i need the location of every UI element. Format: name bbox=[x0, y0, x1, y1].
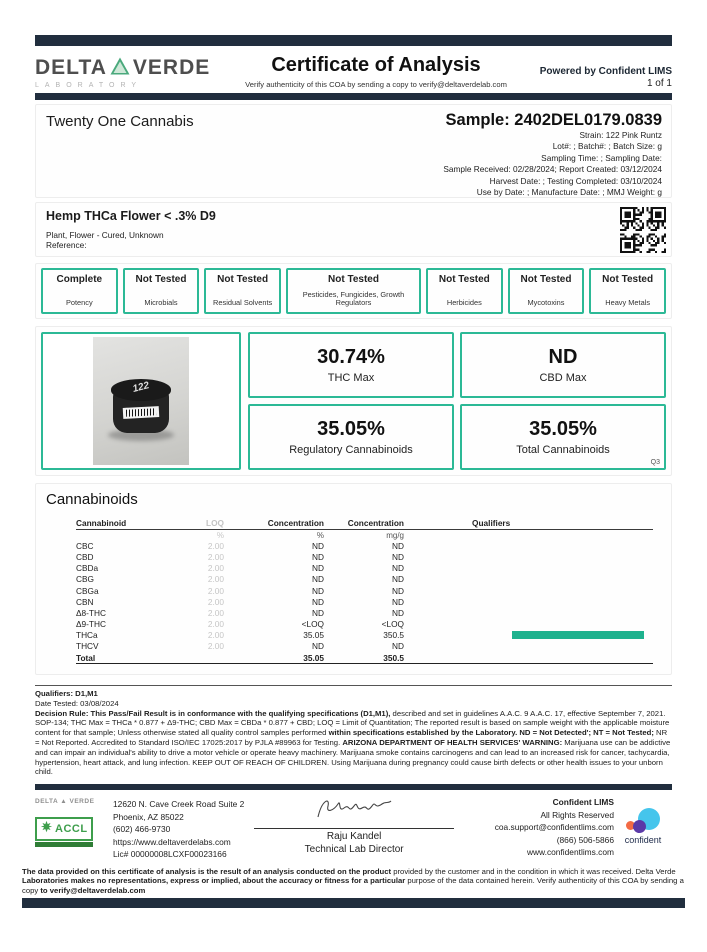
qualifier-cell bbox=[404, 619, 653, 630]
cannabinoid-row bbox=[76, 619, 653, 630]
qualifiers-note: Qualifiers: D1,M1 bbox=[35, 689, 98, 698]
loq-cell: 2.00 bbox=[207, 630, 224, 641]
signature-block bbox=[244, 796, 464, 855]
page-number: 1 of 1 bbox=[646, 78, 672, 89]
cbd-max-value: ND bbox=[548, 346, 578, 368]
signatory-name: Raju Kandel bbox=[326, 831, 382, 843]
concentration-mgg-cell: ND bbox=[392, 551, 404, 562]
cannabis-leaf-icon bbox=[40, 820, 53, 838]
concentration-mgg-cell: ND bbox=[392, 585, 404, 596]
loq-cell: 2.00 bbox=[207, 574, 224, 585]
lab-license: Lic# 00000008LCXF00023166 bbox=[113, 849, 227, 860]
header-divider-bar bbox=[35, 93, 672, 100]
client-name: Twenty One Cannabis bbox=[46, 113, 194, 130]
loq-cell bbox=[166, 652, 224, 664]
analyte-name-cell: CBC bbox=[76, 540, 94, 551]
bottom-disclaimer: The data provided on this certificate of analysis is the result of an analysis conducted on the product provided by the customer and in the condition in which it was received. Delta Verde Laboratories makes no representations, express or implied, about the accuracy or fitness for a particular purpose of the data contained herein. Verify authenticity of this COA by sending a copy to verify@deltaverdelab.com bbox=[22, 866, 684, 895]
accl-strip bbox=[35, 842, 93, 847]
cannabinoid-row bbox=[76, 630, 653, 641]
regulatory-cannabinoids-label: Regulatory Cannabinoids bbox=[289, 444, 413, 456]
signatory-title: Technical Lab Director bbox=[304, 844, 404, 856]
concentration-mgg-cell: ND bbox=[392, 574, 404, 585]
analyte-name-cell: CBN bbox=[76, 596, 94, 607]
concentration-mgg-cell: ND bbox=[392, 641, 404, 652]
status-name: Residual Solvents bbox=[213, 298, 273, 308]
lims-website-link[interactable]: www.confidentlims.com bbox=[526, 847, 614, 858]
product-type: Plant, Flower - Cured, Unknown bbox=[46, 230, 164, 240]
analyte-name-cell: CBGa bbox=[76, 585, 99, 596]
q3-corner-tag: Q3 bbox=[650, 459, 660, 466]
analyte-name-cell: CBDa bbox=[76, 563, 99, 574]
concentration-pct-cell: ND bbox=[312, 551, 324, 562]
concentration-pct-cell: ND bbox=[312, 574, 324, 585]
cannabinoids-section bbox=[35, 483, 672, 675]
cannabinoids-table bbox=[76, 518, 653, 664]
logo-subtitle: LABORATORY bbox=[35, 82, 143, 89]
test-status-row bbox=[35, 263, 672, 319]
loq-cell: 2.00 bbox=[207, 619, 224, 630]
concentration-mgg-cell: <LOQ bbox=[381, 619, 404, 630]
concentration-mgg-cell: ND bbox=[392, 607, 404, 618]
lab-phone: (602) 466-9730 bbox=[113, 824, 171, 835]
qualifier-cell bbox=[404, 540, 653, 551]
status-name: Mycotoxins bbox=[527, 298, 565, 308]
total-cannabinoids-label: Total Cannabinoids bbox=[516, 444, 610, 456]
lims-phone: (866) 506-5866 bbox=[556, 834, 614, 845]
results-summary-section bbox=[35, 326, 672, 476]
concentration-pct-cell: ND bbox=[312, 563, 324, 574]
sample-photo-frame bbox=[41, 332, 241, 470]
qualifier-cell bbox=[404, 641, 653, 652]
date-tested-note: Date Tested: 03/08/2024 bbox=[35, 698, 119, 708]
status-box-pesticides bbox=[286, 268, 421, 314]
analyte-name-cell: THCa bbox=[76, 630, 98, 641]
product-name: Hemp THCa Flower < .3% D9 bbox=[46, 209, 216, 223]
signature-line bbox=[254, 828, 454, 829]
status-value: Not Tested bbox=[520, 274, 572, 285]
document-title: Certificate of Analysis bbox=[271, 54, 481, 76]
loq-cell: 2.00 bbox=[207, 641, 224, 652]
col-header-cannabinoid: Cannabinoid bbox=[76, 518, 166, 530]
col-header-qualifiers: Qualifiers bbox=[404, 518, 653, 530]
logo-word-delta: DELTA bbox=[35, 56, 107, 79]
status-value: Not Tested bbox=[328, 274, 379, 285]
status-name: Heavy Metals bbox=[605, 298, 651, 308]
delta-verde-mini-logo: DELTA ▲ VERDE bbox=[35, 798, 95, 806]
cannabinoid-row bbox=[76, 551, 653, 562]
total-cannabinoids-value: 35.05% bbox=[529, 418, 597, 440]
cbd-max-box bbox=[460, 332, 666, 398]
sample-detail-received: Sample Received: 02/28/2024; Report Created: 03/12/2024 bbox=[443, 164, 662, 175]
col-header-concentration-pct: Concentration bbox=[224, 518, 324, 530]
status-value: Not Tested bbox=[135, 274, 187, 285]
status-box-heavy-metals bbox=[589, 268, 666, 314]
sample-detail-harvest: Harvest Date: ; Testing Completed: 03/10/2024 bbox=[489, 175, 662, 186]
col-header-loq: LOQ bbox=[166, 518, 224, 530]
lims-rights: All Rights Reserved bbox=[540, 809, 614, 820]
status-box-potency bbox=[41, 268, 118, 314]
regulatory-cannabinoids-value: 35.05% bbox=[317, 418, 385, 440]
status-name: Pesticides, Fungicides, Growth Regulators bbox=[302, 289, 405, 308]
concentration-pct-cell: 35.05 bbox=[224, 652, 324, 664]
qualifier-cell bbox=[404, 596, 653, 607]
sample-detail-lot: Lot#: ; Batch#: ; Batch Size: g bbox=[552, 141, 662, 152]
status-box-residual-solvents bbox=[204, 268, 281, 314]
status-value: Not Tested bbox=[602, 274, 654, 285]
status-value: Not Tested bbox=[217, 274, 269, 285]
lims-contact-block bbox=[464, 796, 614, 859]
loq-cell: 2.00 bbox=[207, 551, 224, 562]
status-value: Complete bbox=[56, 274, 103, 285]
unit-loq: % bbox=[216, 530, 224, 540]
thc-max-value: 30.74% bbox=[317, 346, 385, 368]
qualifier-cell bbox=[404, 585, 653, 596]
lims-name: Confident LIMS bbox=[552, 797, 614, 808]
sample-id: Sample: 2402DEL0179.0839 bbox=[445, 111, 662, 129]
cannabinoid-row bbox=[76, 596, 653, 607]
confident-brand-logo bbox=[614, 796, 672, 845]
lims-email-link[interactable]: coa.support@confidentlims.com bbox=[494, 822, 614, 833]
jar-handwritten-label: 122 bbox=[131, 380, 151, 395]
footer-divider-bar bbox=[35, 784, 672, 790]
status-box-microbials bbox=[123, 268, 200, 314]
delta-verde-logo bbox=[35, 56, 230, 89]
analyte-name-cell: THCV bbox=[76, 641, 99, 652]
footnotes-section bbox=[35, 685, 672, 777]
loq-cell: 2.00 bbox=[207, 596, 224, 607]
footer bbox=[35, 796, 672, 861]
verify-authenticity-line: Verify authenticity of this COA by sending a copy to verify@deltaverdelab.com bbox=[245, 80, 507, 89]
qualifier-cell bbox=[404, 551, 653, 562]
sample-photo bbox=[93, 337, 189, 465]
sample-detail-useby: Use by Date: ; Manufacture Date: ; MMJ Weight: g bbox=[476, 187, 662, 198]
concentration-mgg-cell: 350.5 bbox=[383, 630, 404, 641]
unit-blank bbox=[76, 530, 166, 541]
top-divider-bar bbox=[35, 35, 672, 46]
concentration-pct-cell: ND bbox=[312, 596, 324, 607]
qr-code bbox=[620, 207, 666, 253]
status-name: Potency bbox=[65, 298, 93, 308]
thc-max-label: THC Max bbox=[327, 372, 375, 384]
cannabinoid-row bbox=[76, 574, 653, 585]
confident-brand-name: confident bbox=[624, 835, 662, 846]
cannabinoid-row bbox=[76, 652, 653, 664]
concentration-mgg-cell: ND bbox=[392, 596, 404, 607]
jar-barcode-sticker bbox=[123, 406, 160, 419]
bottom-bar bbox=[22, 898, 685, 908]
regulatory-cannabinoids-box bbox=[248, 404, 454, 470]
logo-word-verde: VERDE bbox=[132, 56, 211, 79]
status-name: Microbials bbox=[144, 298, 178, 308]
concentration-mgg-cell: ND bbox=[392, 563, 404, 574]
concentration-mgg-cell: ND bbox=[392, 540, 404, 551]
lab-address-block bbox=[113, 796, 244, 861]
unit-blank bbox=[404, 530, 653, 541]
lab-website-link[interactable]: https://www.deltaverdelabs.com bbox=[113, 836, 231, 847]
thc-max-box bbox=[248, 332, 454, 398]
decision-rule-paragraph: Decision Rule: This Pass/Fail Result is in conformance with the qualifying specifications (D1,M1), described and set in guidelines A.A.C. 9 A.A.C. 17, effective September 7, 2021. SOP-134; THC Max = THCa * 0.877 + Δ9-THC; CBD Max = CBDa * 0.877 + CBD; LOQ = Limit of Quantitation; The reported result is based on sample weight with the applicable moisture content for that sample; Unless otherwise stated all quality control samples performed within specifications established by the Laboratory. ND = Not Detected'; NT = Not Tested; NR = Not Reported. Accredited to Standard ISO/IEC 17025:2017 by PJLA #89963 for Testing. ARIZONA DEPARTMENT OF HEALTH SERVICES' WARNING: Marijuana use can be addictive and can impair an individual's ability to drive a motor vehicle or operate heavy machinery. Marijuana smoke contains carcinogens and can lead to an increased risk for cancer, tachycardia, hypertension, heart attack, and lung infection. KEEP OUT OF REACH OF CHILDREN. Using Marijuana during pregnancy could cause birth defects or other health issues to your unborn child. bbox=[35, 708, 671, 777]
concentration-pct-cell: 35.05 bbox=[303, 630, 324, 641]
status-value: Not Tested bbox=[438, 274, 490, 285]
table-units-row bbox=[76, 530, 653, 541]
table-header-row bbox=[76, 518, 653, 530]
qualifier-bar bbox=[512, 631, 644, 639]
header bbox=[35, 54, 672, 89]
concentration-pct-cell: <LOQ bbox=[301, 619, 324, 630]
loq-cell: 2.00 bbox=[207, 563, 224, 574]
cannabinoid-row bbox=[76, 585, 653, 596]
concentration-pct-cell: ND bbox=[312, 540, 324, 551]
unit-mgg: mg/g bbox=[386, 530, 404, 540]
analyte-name-cell: CBG bbox=[76, 574, 94, 585]
qualifier-cell bbox=[404, 652, 653, 664]
total-cannabinoids-box bbox=[460, 404, 666, 470]
sample-detail-strain: Strain: 122 Pink Runtz bbox=[579, 130, 662, 140]
status-box-mycotoxins bbox=[508, 268, 585, 314]
cbd-max-label: CBD Max bbox=[539, 372, 587, 384]
accl-accreditation-logo bbox=[35, 817, 93, 847]
cannabinoid-row bbox=[76, 641, 653, 652]
lab-address-line2: Phoenix, AZ 85022 bbox=[113, 811, 184, 822]
qualifier-cell bbox=[404, 563, 653, 574]
logo-triangle-icon bbox=[110, 57, 130, 80]
status-box-herbicides bbox=[426, 268, 503, 314]
analyte-name-cell: CBD bbox=[76, 551, 94, 562]
analyte-name-cell: Δ8-THC bbox=[76, 607, 106, 618]
lab-address-line1: 12620 N. Cave Creek Road Suite 2 bbox=[113, 799, 245, 810]
sample-info-section bbox=[35, 104, 672, 198]
loq-cell: 2.00 bbox=[207, 540, 224, 551]
concentration-pct-cell: ND bbox=[312, 585, 324, 596]
cannabinoid-row bbox=[76, 607, 653, 618]
confident-circles-icon bbox=[626, 808, 660, 834]
product-reference: Reference: bbox=[46, 240, 87, 250]
loq-cell: 2.00 bbox=[207, 585, 224, 596]
analyte-name-cell: Total bbox=[76, 652, 166, 664]
col-header-concentration-mgg: Concentration bbox=[324, 518, 404, 530]
cannabinoid-row bbox=[76, 540, 653, 551]
concentration-mgg-cell: 350.5 bbox=[324, 652, 404, 664]
signature-scribble bbox=[308, 809, 400, 826]
qualifier-cell bbox=[404, 607, 653, 618]
qualifier-cell bbox=[404, 574, 653, 585]
cannabinoids-title: Cannabinoids bbox=[46, 491, 138, 508]
sample-detail-sampling: Sampling Time: ; Sampling Date: bbox=[541, 152, 662, 163]
cannabinoid-row bbox=[76, 563, 653, 574]
status-name: Herbicides bbox=[446, 298, 482, 308]
accl-label: ACCL bbox=[55, 823, 88, 836]
product-info-section bbox=[35, 202, 672, 257]
concentration-pct-cell: ND bbox=[312, 607, 324, 618]
powered-by-label: Powered by Confident LIMS bbox=[539, 66, 672, 77]
concentration-pct-cell: ND bbox=[312, 641, 324, 652]
cannabinoids-table-body bbox=[76, 540, 653, 664]
analyte-name-cell: Δ9-THC bbox=[76, 619, 106, 630]
loq-cell: 2.00 bbox=[207, 607, 224, 618]
qualifier-cell bbox=[404, 630, 653, 641]
unit-pct: % bbox=[316, 530, 324, 540]
